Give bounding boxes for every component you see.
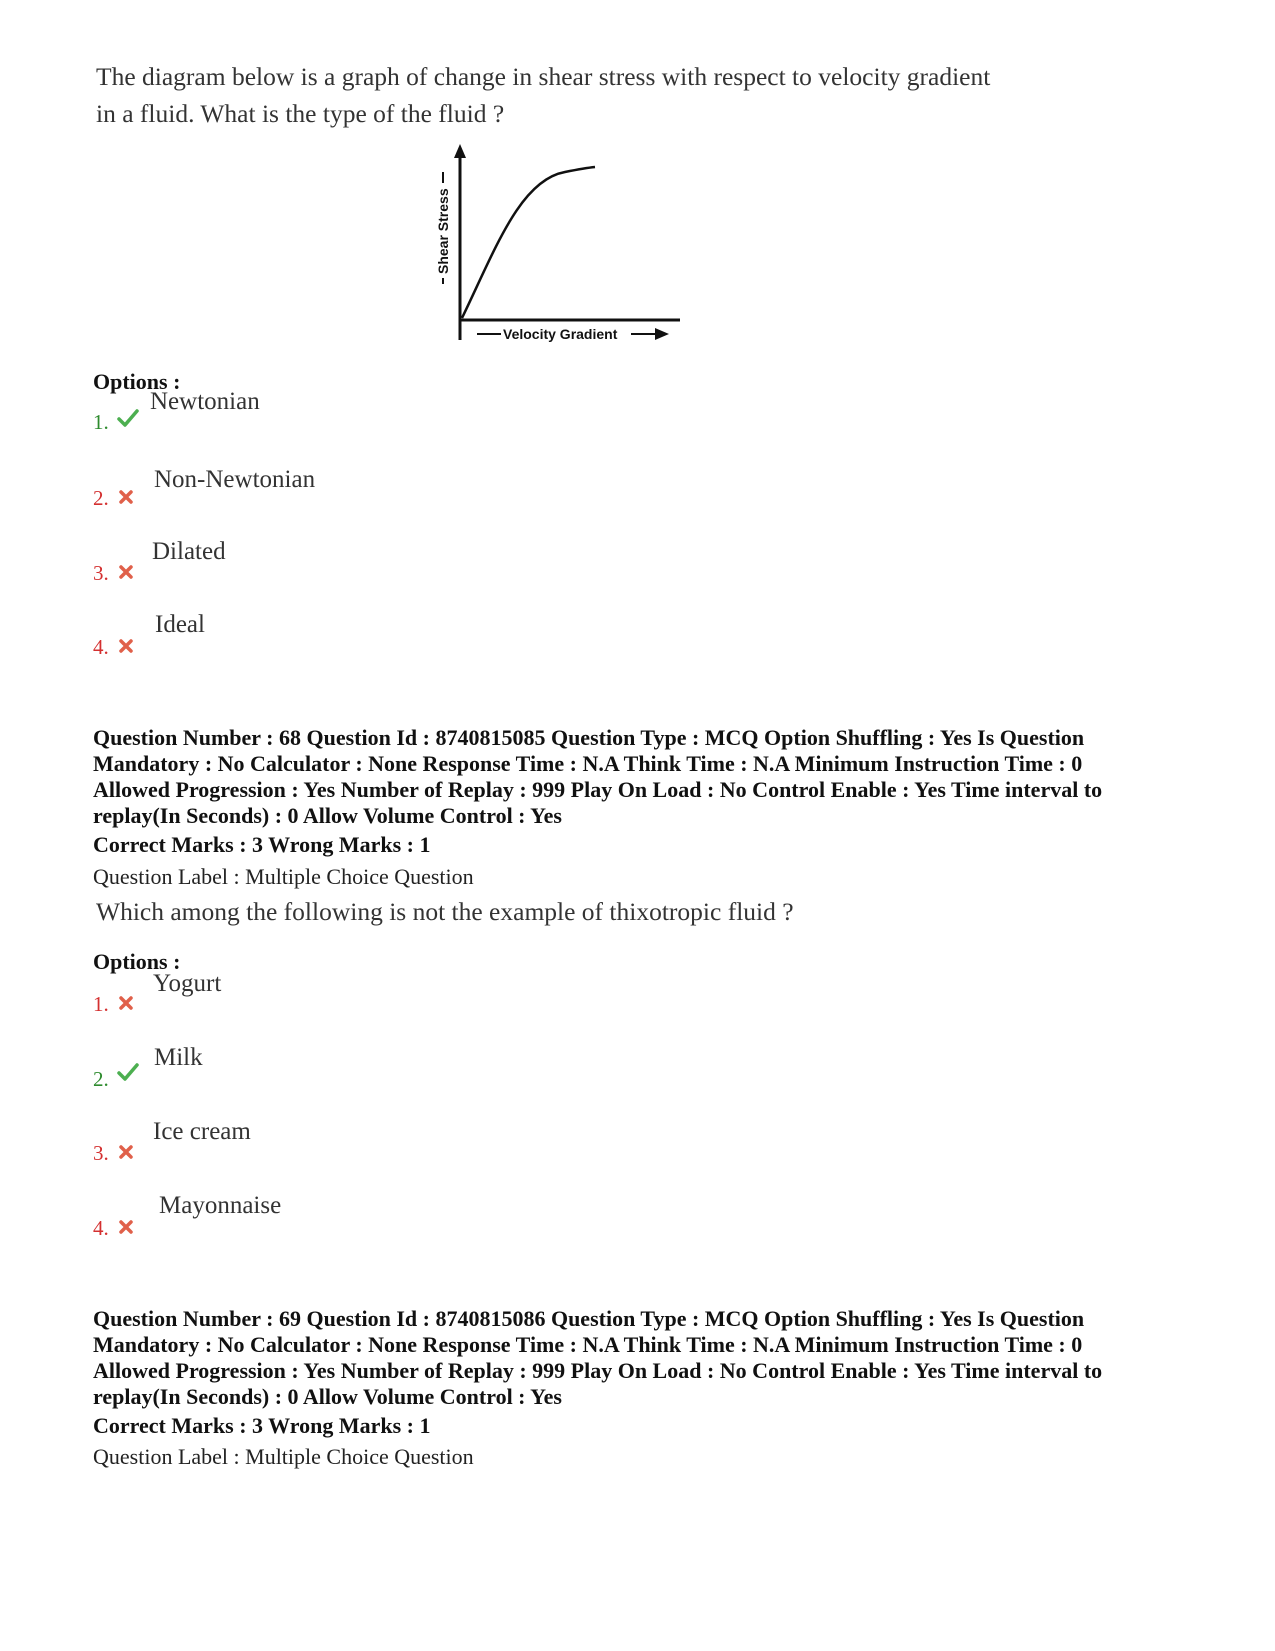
option-row[interactable]: [93, 1141, 109, 1166]
question-text-line: The diagram below is a graph of change in shear stress with respect to velocity gradient: [96, 62, 991, 91]
option-row[interactable]: [93, 1216, 109, 1241]
meta-line: replay(In Seconds) : 0 Allow Volume Control : Yes: [93, 803, 562, 828]
cross-icon: [119, 639, 133, 653]
meta-line: Question Number : 68 Question Id : 8740815085 Question Type : MCQ Option Shuffling : Yes Is Question: [93, 725, 1085, 750]
question-68-text: Which among the following is not the example of thixotropic fluid ?: [96, 897, 794, 926]
option-text: Milk: [154, 1044, 203, 1071]
option-text: Newtonian: [150, 388, 260, 415]
question-68-meta: [93, 725, 1213, 829]
option-number: 4.: [93, 1216, 109, 1240]
option-number: 3.: [93, 1141, 109, 1165]
cross-icon: [119, 1145, 133, 1159]
option-number: 3.: [93, 561, 109, 585]
question-69-meta: [93, 1306, 1213, 1410]
question-text-line: in a fluid. What is the type of the fluid ?: [96, 99, 505, 128]
option-text: Non-Newtonian: [154, 466, 316, 493]
x-axis-label: Velocity Gradient: [503, 326, 618, 342]
option-text: Mayonnaise: [159, 1192, 282, 1219]
option-row[interactable]: [93, 992, 109, 1017]
options-label: Options :: [93, 369, 181, 394]
options-label: Options :: [93, 949, 181, 974]
meta-line: replay(In Seconds) : 0 Allow Volume Control : Yes: [93, 1384, 562, 1409]
y-axis-arrow: [454, 144, 466, 158]
option-row[interactable]: [93, 486, 109, 511]
cross-icon: [119, 1220, 133, 1234]
cross-icon: [119, 490, 133, 504]
option-number: 4.: [93, 635, 109, 659]
option-row[interactable]: [93, 410, 109, 435]
option-number: 1.: [93, 992, 109, 1016]
option-number: 2.: [93, 486, 109, 510]
stress-curve: [462, 167, 595, 318]
meta-line: Mandatory : No Calculator : None Response Time : N.A Think Time : N.A Minimum Instruction Time : 0: [93, 1332, 1083, 1357]
meta-line: Allowed Progression : Yes Number of Replay : 999 Play On Load : No Control Enable : Yes Time interval to: [93, 777, 1103, 802]
option-number: 1.: [93, 410, 109, 434]
question-label: Question Label : Multiple Choice Question: [93, 864, 474, 889]
check-icon: [117, 1062, 139, 1082]
marks-info: Correct Marks : 3 Wrong Marks : 1: [93, 832, 431, 857]
meta-line: Question Number : 69 Question Id : 8740815086 Question Type : MCQ Option Shuffling : Yes Is Question: [93, 1306, 1085, 1331]
option-number: 2.: [93, 1067, 109, 1091]
option-row[interactable]: [93, 1067, 109, 1092]
option-row[interactable]: [93, 561, 109, 586]
y-axis-label: Shear Stress: [435, 188, 451, 274]
check-icon: [117, 408, 139, 428]
meta-line: Mandatory : No Calculator : None Response Time : N.A Think Time : N.A Minimum Instruction Time : 0: [93, 751, 1083, 776]
option-text: Ideal: [155, 611, 205, 638]
question-label: Question Label : Multiple Choice Question: [93, 1444, 474, 1469]
question-67-text: [96, 58, 990, 132]
cross-icon: [119, 996, 133, 1010]
marks-info: Correct Marks : 3 Wrong Marks : 1: [93, 1413, 431, 1438]
x-axis-arrow: [655, 328, 669, 340]
option-text: Ice cream: [153, 1118, 251, 1145]
option-text: Yogurt: [153, 970, 222, 997]
shear-stress-graph: [435, 140, 715, 355]
meta-line: Allowed Progression : Yes Number of Replay : 999 Play On Load : No Control Enable : Yes Time interval to: [93, 1358, 1103, 1383]
option-row[interactable]: [93, 635, 109, 660]
cross-icon: [119, 565, 133, 579]
option-text: Dilated: [152, 538, 226, 565]
